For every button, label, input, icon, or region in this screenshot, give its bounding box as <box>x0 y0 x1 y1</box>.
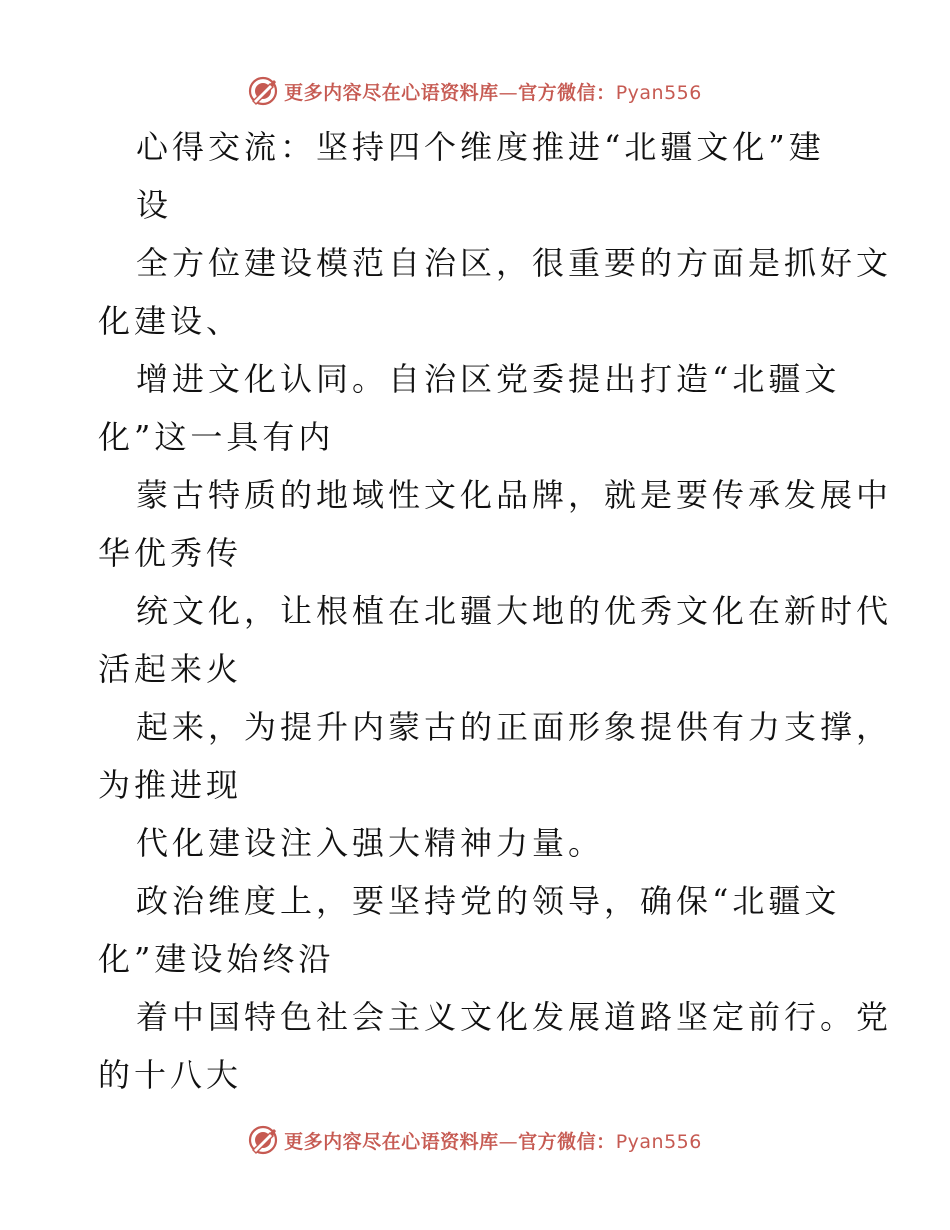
document-title-line-2: 设 <box>136 186 173 224</box>
watermark-suffix: 官方微信： <box>518 1130 616 1153</box>
paragraph-line: 政治维度上，要坚持党的领导，确保“北疆文 <box>136 882 841 920</box>
watermark-handle: Pyan556 <box>615 1130 702 1153</box>
paragraph-line: 的十八大 <box>98 1056 243 1094</box>
watermark-handle: Pyan556 <box>615 81 702 104</box>
watermark-separator: — <box>498 1130 519 1153</box>
pen-seal-icon <box>248 1125 278 1155</box>
footer-watermark-banner <box>0 1120 950 1160</box>
paragraph-line: 化”这一具有内 <box>98 418 335 456</box>
paragraph-line: 增进文化认同。自治区党委提出打造“北疆文 <box>136 360 841 398</box>
paragraph-line: 华优秀传 <box>98 534 243 572</box>
watermark-suffix: 官方微信： <box>518 81 616 104</box>
paragraph-line: 蒙古特质的地域性文化品牌，就是要传承发展中 <box>136 476 893 514</box>
watermark-text <box>284 1127 702 1154</box>
watermark-separator: — <box>498 81 519 104</box>
paragraph-line: 代化建设注入强大精神力量。 <box>136 824 605 862</box>
watermark-text <box>284 78 702 105</box>
document-title-line-1: 心得交流：坚持四个维度推进“北疆文化”建 <box>136 128 825 166</box>
paragraph-line: 着中国特色社会主义文化发展道路坚定前行。党 <box>136 998 893 1036</box>
paragraph-line: 活起来火 <box>98 650 243 688</box>
paragraph-line: 统文化，让根植在北疆大地的优秀文化在新时代 <box>136 592 893 630</box>
paragraph-line: 为推进现 <box>98 766 243 804</box>
paragraph-line: 起来，为提升内蒙古的正面形象提供有力支撑， <box>136 708 893 746</box>
header-watermark-banner <box>0 71 950 111</box>
paragraph-line: 化建设、 <box>98 302 243 340</box>
watermark-title: 更多内容尽在心语资料库 <box>284 1130 499 1153</box>
watermark-title: 更多内容尽在心语资料库 <box>284 81 499 104</box>
pen-seal-icon <box>248 76 278 106</box>
paragraph-line: 全方位建设模范自治区，很重要的方面是抓好文 <box>136 244 893 282</box>
paragraph-line: 化”建设始终沿 <box>98 940 335 978</box>
document-body <box>98 118 893 1104</box>
